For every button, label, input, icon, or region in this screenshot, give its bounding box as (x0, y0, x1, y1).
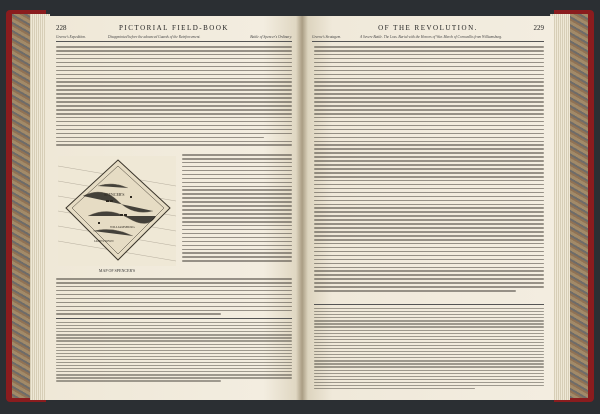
left-page (46, 16, 302, 400)
map-label-williamsburg: WILLIAMSBURG (110, 225, 135, 229)
map-label-spencers: SPENCER'S (104, 192, 125, 197)
map-caption: MAP OF SPENCER'S (98, 268, 136, 273)
book-gutter (296, 16, 308, 400)
right-body (314, 46, 544, 294)
left-subhead-right: Battle of Spencer's Ordinary. (250, 35, 292, 39)
left-body-bottom (56, 278, 292, 317)
right-page-number: 229 (533, 24, 544, 32)
right-running-title: OF THE REVOLUTION. (378, 24, 478, 32)
left-subhead-left: Greene's Expedition. (56, 35, 86, 39)
right-footnote-rule (314, 304, 544, 305)
left-page-header (56, 24, 292, 34)
left-subhead-center: Disappointed before the advanced Guards of the Reinforcement. (108, 35, 201, 39)
left-footnote-rule (56, 318, 292, 319)
left-footnotes (56, 322, 292, 384)
right-subhead-left: Greene's Stratagem. (312, 35, 342, 39)
left-running-title: PICTORIAL FIELD-BOOK (119, 24, 229, 32)
left-page-number: 228 (56, 24, 67, 32)
left-subheader (56, 34, 292, 42)
left-body-beside-map (182, 154, 292, 264)
map-label-jamestown: JAMESTOWN (94, 239, 114, 243)
right-page-header (312, 24, 544, 34)
right-subhead-center: A Severe Battle. The Loss. Burial with the Honors of War. March of Cornwallis from Williamsburg. (360, 35, 503, 39)
right-footnotes (314, 308, 544, 391)
right-page (302, 16, 554, 400)
left-body-top (56, 46, 292, 148)
map-of-spencers-figure (58, 156, 176, 266)
right-subheader (312, 34, 544, 42)
